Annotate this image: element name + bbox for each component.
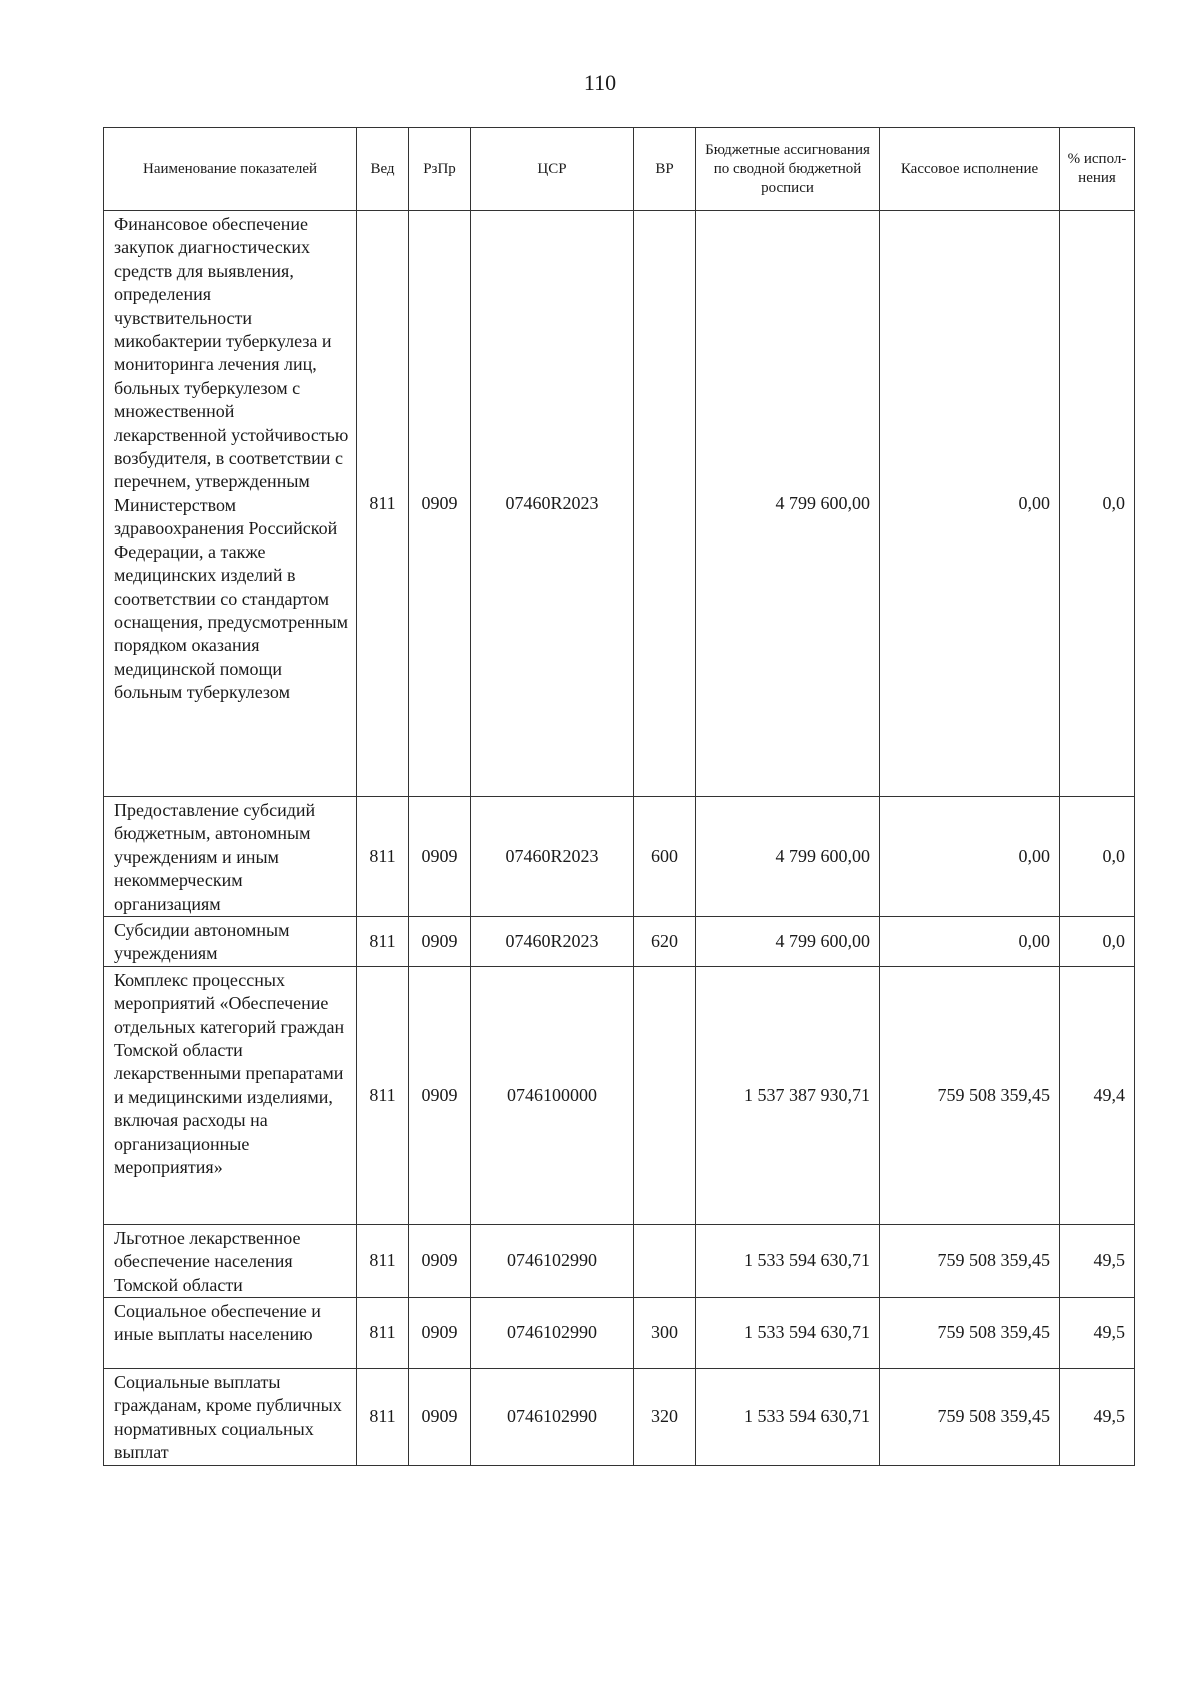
header-name: Наименование показателей [104, 128, 357, 211]
table-row [104, 1369, 1135, 1466]
table-header [104, 128, 1135, 211]
row-rzpr: 0909 [409, 917, 471, 967]
row-rzpr: 0909 [409, 211, 471, 797]
row-cash: 759 508 359,45 [880, 1298, 1060, 1369]
row-percent: 49,5 [1060, 1298, 1135, 1369]
row-vr: 300 [634, 1298, 696, 1369]
header-rzpr: РзПр [409, 128, 471, 211]
row-ved: 811 [357, 917, 409, 967]
row-assignments: 4 799 600,00 [696, 917, 880, 967]
row-ved: 811 [357, 966, 409, 1224]
table-row [104, 1298, 1135, 1369]
row-cash: 759 508 359,45 [880, 1369, 1060, 1466]
row-percent: 49,5 [1060, 1369, 1135, 1466]
row-vr: 600 [634, 797, 696, 917]
row-cash: 759 508 359,45 [880, 966, 1060, 1224]
row-rzpr: 0909 [409, 966, 471, 1224]
row-assignments: 1 533 594 630,71 [696, 1224, 880, 1297]
row-rzpr: 0909 [409, 1224, 471, 1297]
row-name: Льготное лекарственное обеспечение населения Томской области [104, 1224, 357, 1297]
row-percent: 49,4 [1060, 966, 1135, 1224]
header-percent: % испол-нения [1060, 128, 1135, 211]
header-cash: Кассовое исполнение [880, 128, 1060, 211]
row-name: Финансовое обеспечение закупок диагностических средств для выявления, определения чувствительности микобактерии туберкулеза и мониторинга лечения лиц, больных туберкулезом с множественной лекарственной устойчивостью возбудителя, в соответствии с перечнем, утвержденным Министерством здравоохранения Российской Федерации, а также медицинских изделий в соответствии со стандартом оснащения, предусмотренным порядком оказания медицинской помощи больным туберкулезом [104, 211, 357, 797]
row-name: Комплекс процессных мероприятий «Обеспечение отдельных категорий граждан Томской области лекарственными препаратами и медицинскими изделиями, включая расходы на организационные мероприятия» [104, 966, 357, 1224]
row-vr: 320 [634, 1369, 696, 1466]
header-csr: ЦСР [471, 128, 634, 211]
row-csr: 07460R2023 [471, 211, 634, 797]
row-assignments: 4 799 600,00 [696, 797, 880, 917]
row-percent: 49,5 [1060, 1224, 1135, 1297]
row-name: Субсидии автономным учреждениям [104, 917, 357, 967]
row-assignments: 1 533 594 630,71 [696, 1298, 880, 1369]
row-percent: 0,0 [1060, 211, 1135, 797]
row-name: Предоставление субсидий бюджетным, автономным учреждениям и иным некоммерческим организациям [104, 797, 357, 917]
row-cash: 0,00 [880, 797, 1060, 917]
row-vr [634, 966, 696, 1224]
row-vr [634, 211, 696, 797]
table-row [104, 917, 1135, 967]
header-ved: Вед [357, 128, 409, 211]
row-assignments: 1 537 387 930,71 [696, 966, 880, 1224]
row-csr: 0746102990 [471, 1224, 634, 1297]
row-ved: 811 [357, 1224, 409, 1297]
row-ved: 811 [357, 211, 409, 797]
page-number: 110 [583, 70, 617, 95]
row-assignments: 4 799 600,00 [696, 211, 880, 797]
table-row [104, 211, 1135, 797]
row-csr: 0746102990 [471, 1298, 634, 1369]
row-vr: 620 [634, 917, 696, 967]
row-name: Социальные выплаты гражданам, кроме публичных нормативных социальных выплат [104, 1369, 357, 1466]
row-rzpr: 0909 [409, 1298, 471, 1369]
table-body [104, 211, 1135, 1466]
row-csr: 07460R2023 [471, 917, 634, 967]
row-cash: 0,00 [880, 211, 1060, 797]
row-ved: 811 [357, 1298, 409, 1369]
row-csr: 0746102990 [471, 1369, 634, 1466]
row-cash: 0,00 [880, 917, 1060, 967]
row-csr: 0746100000 [471, 966, 634, 1224]
row-assignments: 1 533 594 630,71 [696, 1369, 880, 1466]
row-csr: 07460R2023 [471, 797, 634, 917]
header-assignments: Бюджетные ассигнования по сводной бюджетной росписи [696, 128, 880, 211]
row-percent: 0,0 [1060, 797, 1135, 917]
table-row [104, 966, 1135, 1224]
row-percent: 0,0 [1060, 917, 1135, 967]
row-rzpr: 0909 [409, 797, 471, 917]
table-row [104, 797, 1135, 917]
row-cash: 759 508 359,45 [880, 1224, 1060, 1297]
row-ved: 811 [357, 1369, 409, 1466]
header-vr: ВР [634, 128, 696, 211]
table-row [104, 1224, 1135, 1297]
row-ved: 811 [357, 797, 409, 917]
row-vr [634, 1224, 696, 1297]
row-rzpr: 0909 [409, 1369, 471, 1466]
budget-execution-table [103, 127, 1135, 1466]
header-row [104, 128, 1135, 211]
row-name: Социальное обеспечение и иные выплаты населению [104, 1298, 357, 1369]
